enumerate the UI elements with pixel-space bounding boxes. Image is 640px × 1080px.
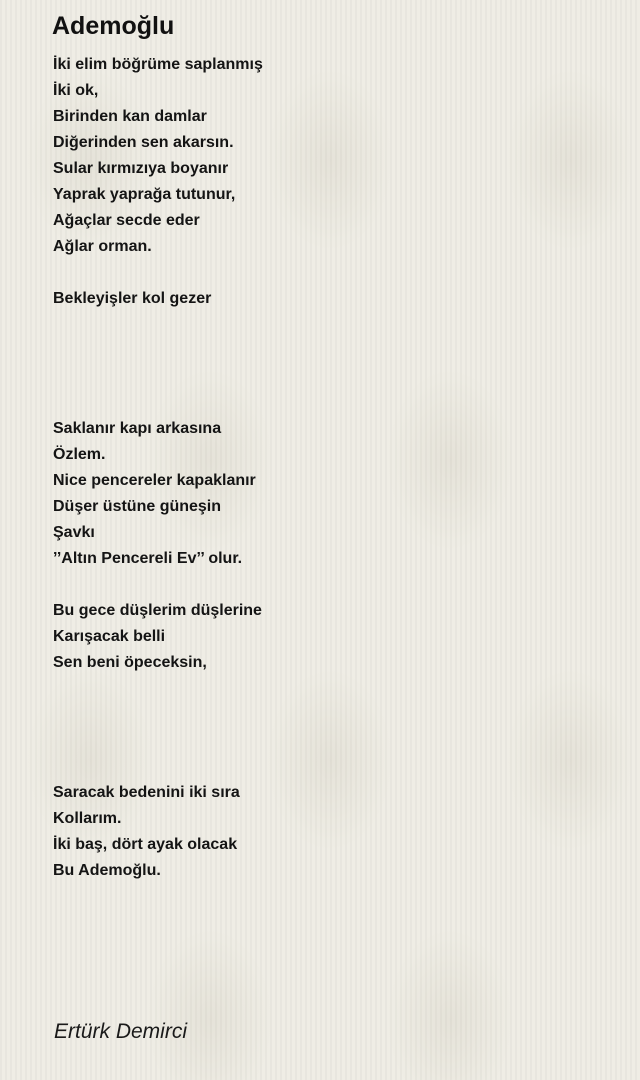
- poem-line: Diğerinden sen akarsın.: [53, 134, 234, 151]
- poem-line: Yaprak yaprağa tutunur,: [53, 186, 236, 203]
- poem-line: Sen beni öpeceksin,: [53, 654, 207, 671]
- poem-blank-line: [53, 702, 613, 728]
- poem-line: Bu Ademoğlu.: [53, 862, 161, 879]
- poem-body: [53, 52, 613, 884]
- poem-blank-line: [53, 728, 613, 754]
- poem-line: Düşer üstüne güneşin: [53, 498, 222, 515]
- poem-line: Saracak bedenini iki sıra: [53, 784, 240, 801]
- poem-line: İki baş, dört ayak olacak: [53, 836, 238, 853]
- poem-line: İki elim böğrüme saplanmış: [53, 56, 263, 73]
- poem-line: Özlem.: [53, 446, 106, 463]
- poem-line: Nice pencereler kapaklanır: [53, 472, 256, 489]
- poem-title: Ademoğlu: [52, 12, 175, 40]
- poem-blank-line: [53, 572, 613, 598]
- poem-line: Şavkı: [53, 524, 95, 541]
- poem-blank-line: [53, 364, 613, 390]
- poem-blank-line: [53, 260, 613, 286]
- poem-line: Karışacak belli: [53, 628, 166, 645]
- poem-line: ’’Altın Pencereli Ev’’ olur.: [53, 550, 243, 567]
- poem-blank-line: [53, 754, 613, 780]
- poem-line: Ağlar orman.: [53, 238, 152, 255]
- poem-blank-line: [53, 338, 613, 364]
- poem-blank-line: [53, 312, 613, 338]
- poem-line: Sular kırmızıya boyanır: [53, 160, 229, 177]
- poem-blank-line: [53, 676, 613, 702]
- author-name: Ertürk Demirci: [54, 1020, 188, 1043]
- poem-line: Bu gece düşlerim düşlerine: [53, 602, 262, 619]
- poem-line: Bekleyişler kol gezer: [53, 290, 212, 307]
- poem-blank-line: [53, 390, 613, 416]
- poem-line: İki ok,: [53, 82, 99, 99]
- poem-line: Birinden kan damlar: [53, 108, 207, 125]
- poem-line: Kollarım.: [53, 810, 122, 827]
- poem-line: Ağaçlar secde eder: [53, 212, 200, 229]
- poem-line: Saklanır kapı arkasına: [53, 420, 222, 437]
